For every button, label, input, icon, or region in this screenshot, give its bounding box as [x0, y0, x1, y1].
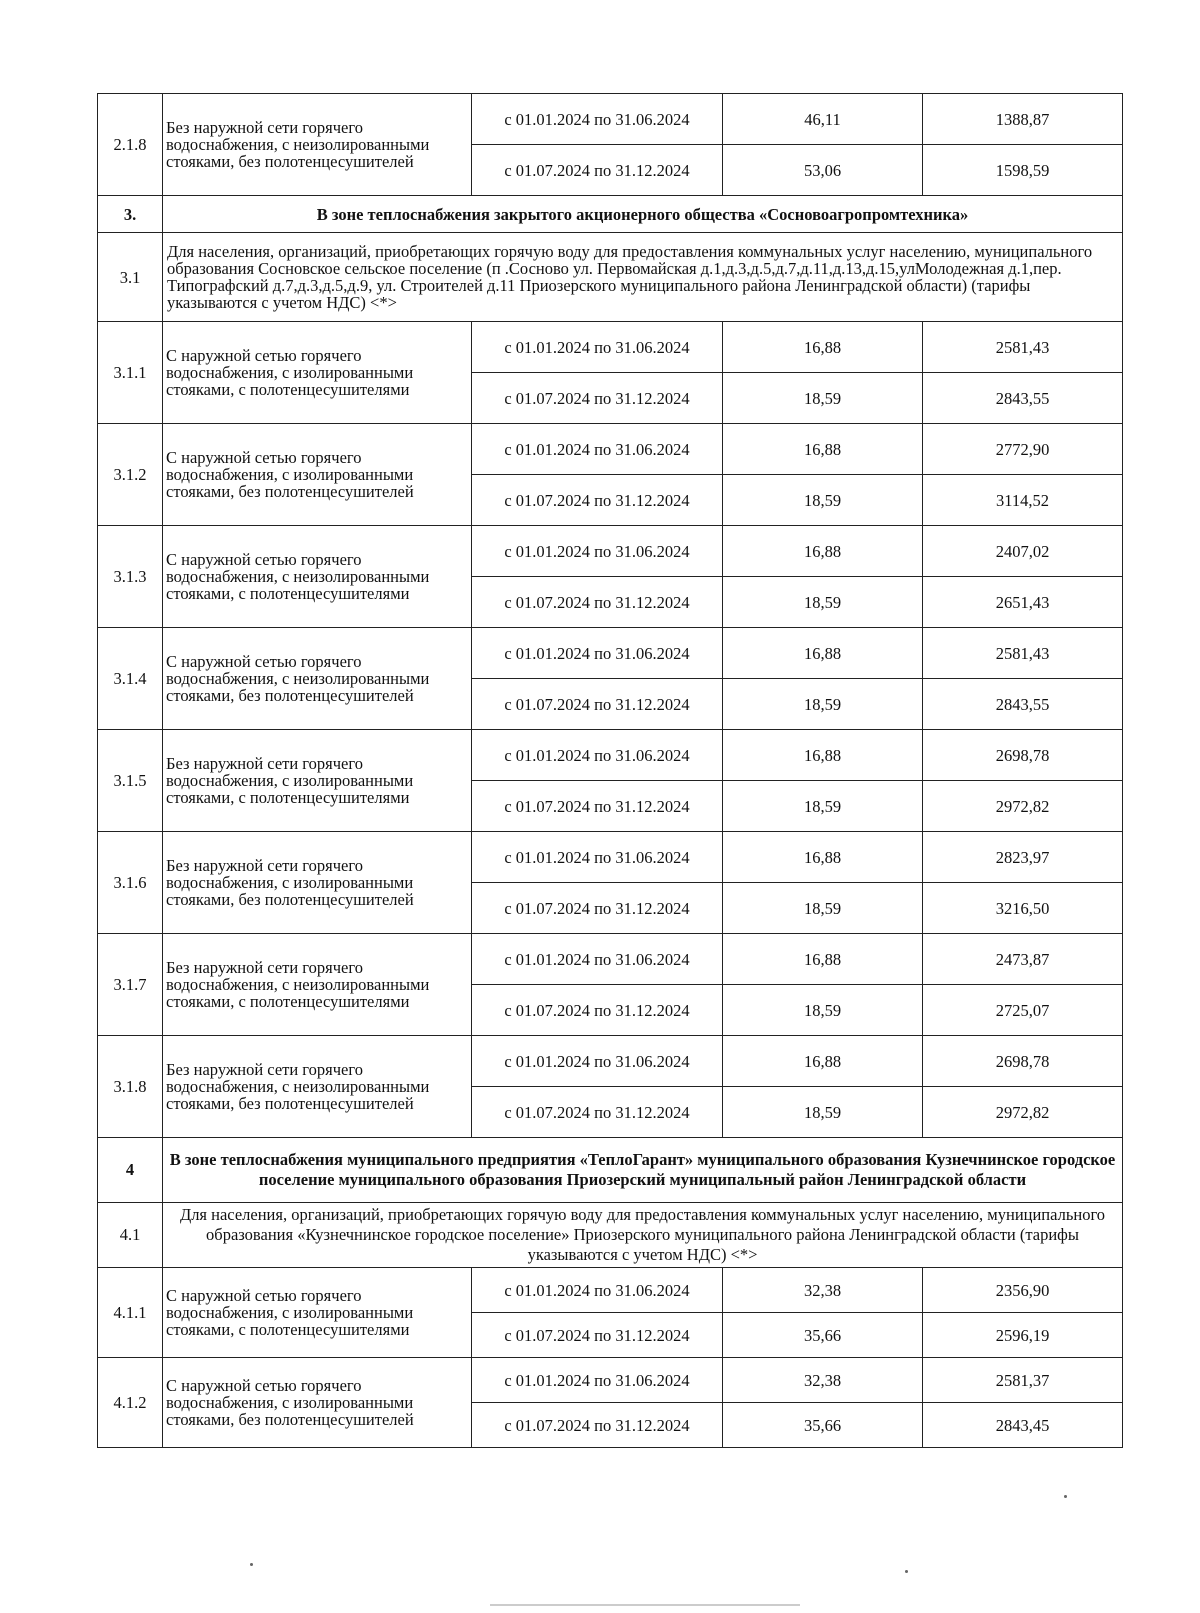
- zone-header-row: [98, 1138, 1123, 1203]
- tariff-cell: 2725,07: [923, 985, 1123, 1036]
- row-description: С наружной сетью горячего водоснабжения, с изолированными стояками, с полотенцесушителями: [163, 1268, 472, 1358]
- zone-number: 4: [98, 1138, 163, 1203]
- table-row: [98, 424, 1123, 475]
- value-cell: 18,59: [723, 985, 923, 1036]
- period-cell: с 01.07.2024 по 31.12.2024: [472, 679, 723, 730]
- row-description: Без наружной сети горячего водоснабжения, с неизолированными стояками, без полотенцесушителей: [163, 94, 472, 196]
- tariff-cell: 2651,43: [923, 577, 1123, 628]
- tariff-cell: 1598,59: [923, 145, 1123, 196]
- table-row: [98, 526, 1123, 577]
- scan-speck: [1064, 1495, 1067, 1498]
- row-number: 3.1.7: [98, 934, 163, 1036]
- value-cell: 18,59: [723, 373, 923, 424]
- period-cell: с 01.01.2024 по 31.06.2024: [472, 934, 723, 985]
- period-cell: с 01.07.2024 по 31.12.2024: [472, 1313, 723, 1358]
- tariff-cell: 2843,55: [923, 373, 1123, 424]
- value-cell: 16,88: [723, 730, 923, 781]
- zone-number: 3.: [98, 196, 163, 233]
- period-cell: с 01.07.2024 по 31.12.2024: [472, 883, 723, 934]
- table-row: [98, 730, 1123, 781]
- period-cell: с 01.01.2024 по 31.06.2024: [472, 322, 723, 373]
- tariff-cell: 2473,87: [923, 934, 1123, 985]
- value-cell: 16,88: [723, 424, 923, 475]
- value-cell: 53,06: [723, 145, 923, 196]
- row-description: С наружной сетью горячего водоснабжения, с неизолированными стояками, без полотенцесушителей: [163, 628, 472, 730]
- table-row: [98, 628, 1123, 679]
- value-cell: 16,88: [723, 628, 923, 679]
- group-number: 3.1: [98, 233, 163, 322]
- zone-title: В зоне теплоснабжения закрытого акционерного общества «Сосновоагропромтехника»: [163, 196, 1123, 233]
- tariff-cell: 2407,02: [923, 526, 1123, 577]
- value-cell: 32,38: [723, 1358, 923, 1403]
- period-cell: с 01.01.2024 по 31.06.2024: [472, 1036, 723, 1087]
- value-cell: 18,59: [723, 577, 923, 628]
- value-cell: 32,38: [723, 1268, 923, 1313]
- tariff-cell: 3114,52: [923, 475, 1123, 526]
- tariff-document-page: [97, 93, 1122, 1448]
- period-cell: с 01.07.2024 по 31.12.2024: [472, 1087, 723, 1138]
- value-cell: 16,88: [723, 1036, 923, 1087]
- value-cell: 18,59: [723, 781, 923, 832]
- value-cell: 16,88: [723, 934, 923, 985]
- period-cell: с 01.07.2024 по 31.12.2024: [472, 373, 723, 424]
- table-row: [98, 322, 1123, 373]
- row-number: 3.1.3: [98, 526, 163, 628]
- group-description: Для населения, организаций, приобретающих горячую воду для предоставления коммунальных услуг населению, муниципального образования Сосновское сельское поселение (п .Сосново ул. Первомайская д.1,д.3,д.5,д.7,д.11,д.13,д.15,улМолодежная д.1,пер. Типографский д.7,д.3,д.5,д.9, ул. Строителей д.11 Приозерского муниципального района Ленинградской области) (тарифы указываются с учетом НДС) <*>: [163, 233, 1123, 322]
- period-cell: с 01.01.2024 по 31.06.2024: [472, 424, 723, 475]
- row-description: С наружной сетью горячего водоснабжения, с изолированными стояками, без полотенцесушителей: [163, 1358, 472, 1448]
- group-number: 4.1: [98, 1203, 163, 1268]
- value-cell: 16,88: [723, 832, 923, 883]
- tariff-cell: 2698,78: [923, 1036, 1123, 1087]
- tariff-cell: 2823,97: [923, 832, 1123, 883]
- table-row: [98, 1268, 1123, 1313]
- tariff-cell: 2972,82: [923, 781, 1123, 832]
- tariff-cell: 2843,45: [923, 1403, 1123, 1448]
- row-description: Без наружной сети горячего водоснабжения, с изолированными стояками, без полотенцесушителей: [163, 832, 472, 934]
- group-header-row: [98, 233, 1123, 322]
- period-cell: с 01.01.2024 по 31.06.2024: [472, 730, 723, 781]
- tariff-table-body: [98, 94, 1123, 1448]
- zone-header-row: [98, 196, 1123, 233]
- table-row: [98, 934, 1123, 985]
- value-cell: 18,59: [723, 1087, 923, 1138]
- table-row: [98, 1358, 1123, 1403]
- tariff-cell: 2596,19: [923, 1313, 1123, 1358]
- row-description: Без наружной сети горячего водоснабжения, с изолированными стояками, с полотенцесушителями: [163, 730, 472, 832]
- row-number: 3.1.2: [98, 424, 163, 526]
- value-cell: 16,88: [723, 526, 923, 577]
- group-header-row: [98, 1203, 1123, 1268]
- period-cell: с 01.07.2024 по 31.12.2024: [472, 985, 723, 1036]
- value-cell: 18,59: [723, 475, 923, 526]
- period-cell: с 01.01.2024 по 31.06.2024: [472, 832, 723, 883]
- tariff-cell: 2698,78: [923, 730, 1123, 781]
- zone-title: В зоне теплоснабжения муниципального предприятия «ТеплоГарант» муниципального образования Кузнечнинское городское поселение муниципального образования Приозерский муниципальный район Ленинградской области: [163, 1138, 1123, 1203]
- row-number: 4.1.2: [98, 1358, 163, 1448]
- tariff-cell: 2581,43: [923, 628, 1123, 679]
- row-number: 3.1.1: [98, 322, 163, 424]
- tariff-cell: 2843,55: [923, 679, 1123, 730]
- tariff-table: [97, 93, 1123, 1448]
- period-cell: с 01.01.2024 по 31.06.2024: [472, 1358, 723, 1403]
- value-cell: 18,59: [723, 679, 923, 730]
- row-description: Без наружной сети горячего водоснабжения, с неизолированными стояками, с полотенцесушителями: [163, 934, 472, 1036]
- scan-speck: [250, 1563, 253, 1566]
- row-number: 3.1.6: [98, 832, 163, 934]
- table-row: [98, 94, 1123, 145]
- period-cell: с 01.07.2024 по 31.12.2024: [472, 475, 723, 526]
- row-number: 2.1.8: [98, 94, 163, 196]
- row-number: 4.1.1: [98, 1268, 163, 1358]
- value-cell: 18,59: [723, 883, 923, 934]
- row-number: 3.1.8: [98, 1036, 163, 1138]
- period-cell: с 01.01.2024 по 31.06.2024: [472, 526, 723, 577]
- group-description: Для населения, организаций, приобретающих горячую воду для предоставления коммунальных услуг населению, муниципального образования «Кузнечнинское городское поселение» Приозерского муниципального района Ленинградской области (тарифы указываются с учетом НДС) <*>: [163, 1203, 1123, 1268]
- value-cell: 46,11: [723, 94, 923, 145]
- row-description: Без наружной сети горячего водоснабжения, с неизолированными стояками, без полотенцесушителей: [163, 1036, 472, 1138]
- period-cell: с 01.07.2024 по 31.12.2024: [472, 1403, 723, 1448]
- row-description: С наружной сетью горячего водоснабжения, с изолированными стояками, с полотенцесушителями: [163, 322, 472, 424]
- row-number: 3.1.4: [98, 628, 163, 730]
- period-cell: с 01.07.2024 по 31.12.2024: [472, 781, 723, 832]
- table-row: [98, 1036, 1123, 1087]
- period-cell: с 01.07.2024 по 31.12.2024: [472, 145, 723, 196]
- tariff-cell: 3216,50: [923, 883, 1123, 934]
- scan-speck: [905, 1570, 908, 1573]
- period-cell: с 01.01.2024 по 31.06.2024: [472, 628, 723, 679]
- tariff-cell: 2772,90: [923, 424, 1123, 475]
- tariff-cell: 2581,43: [923, 322, 1123, 373]
- tariff-cell: 2972,82: [923, 1087, 1123, 1138]
- value-cell: 35,66: [723, 1403, 923, 1448]
- tariff-cell: 2581,37: [923, 1358, 1123, 1403]
- value-cell: 16,88: [723, 322, 923, 373]
- tariff-cell: 1388,87: [923, 94, 1123, 145]
- tariff-cell: 2356,90: [923, 1268, 1123, 1313]
- scan-edge-line: [490, 1604, 800, 1606]
- row-number: 3.1.5: [98, 730, 163, 832]
- row-description: С наружной сетью горячего водоснабжения, с неизолированными стояками, с полотенцесушителями: [163, 526, 472, 628]
- row-description: С наружной сетью горячего водоснабжения, с изолированными стояками, без полотенцесушителей: [163, 424, 472, 526]
- period-cell: с 01.07.2024 по 31.12.2024: [472, 577, 723, 628]
- period-cell: с 01.01.2024 по 31.06.2024: [472, 94, 723, 145]
- value-cell: 35,66: [723, 1313, 923, 1358]
- period-cell: с 01.01.2024 по 31.06.2024: [472, 1268, 723, 1313]
- table-row: [98, 832, 1123, 883]
